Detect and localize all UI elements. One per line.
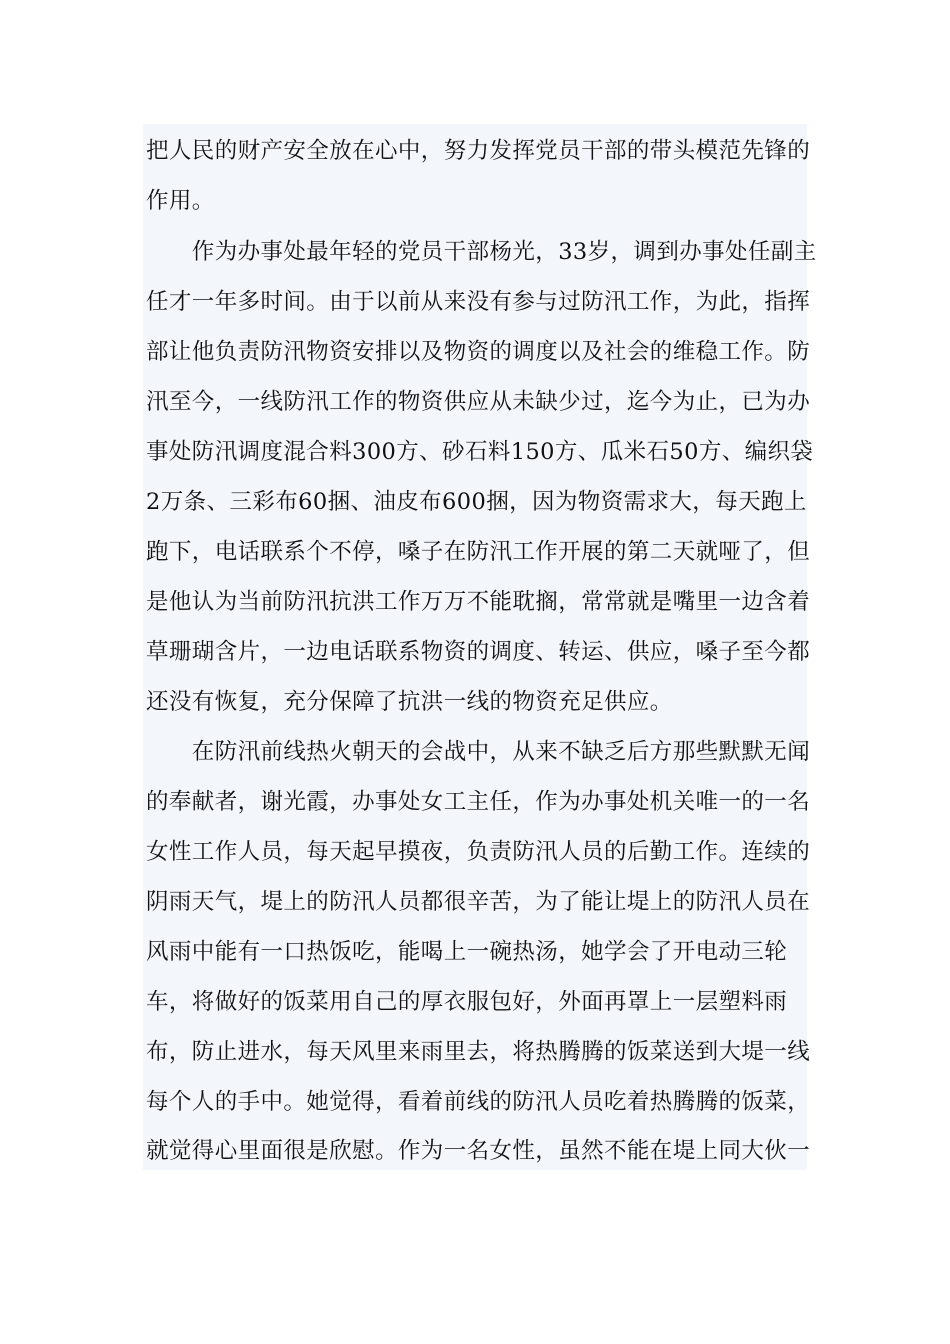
text-line: 草珊瑚含片，一边电话联系物资的调度、转运、供应，嗓子至今都 bbox=[146, 639, 811, 665]
text-line: 车，将做好的饭菜用自己的厚衣服包好，外面再罩上一层塑料雨 bbox=[146, 989, 788, 1015]
text-line: 还没有恢复，充分保障了抗洪一线的物资充足供应。 bbox=[146, 689, 673, 715]
text-line: 任才一年多时间。由于以前从来没有参与过防汛工作，为此，指挥 bbox=[146, 289, 811, 315]
text-line: 阴雨天气，堤上的防汛人员都很辛苦，为了能让堤上的防汛人员在 bbox=[146, 889, 811, 915]
text-line: 2万条、三彩布60捆、油皮布600捆，因为物资需求大，每天跑上 bbox=[146, 489, 807, 515]
text-line: 作用。 bbox=[146, 188, 215, 214]
text-line: 的奉献者，谢光霞，办事处女工主任，作为办事处机关唯一的一名 bbox=[146, 789, 811, 815]
text-line: 把人民的财产安全放在心中，努力发挥党员干部的带头模范先锋的 bbox=[146, 138, 811, 164]
text-line: 每个人的手中。她觉得，看着前线的防汛人员吃着热腾腾的饭菜， bbox=[146, 1089, 811, 1115]
text-line: 布，防止进水，每天风里来雨里去，将热腾腾的饭菜送到大堤一线 bbox=[146, 1039, 811, 1065]
text-line: 是他认为当前防汛抗洪工作万万不能耽搁，常常就是嘴里一边含着 bbox=[146, 589, 811, 615]
text-line: 汛至今，一线防汛工作的物资供应从未缺少过，迄今为止，已为办 bbox=[146, 389, 811, 415]
text-line: 作为办事处最年轻的党员干部杨光，33岁，调到办事处任副主 bbox=[146, 239, 817, 265]
text-line: 在防汛前线热火朝天的会战中，从来不缺乏后方那些默默无闻 bbox=[146, 739, 811, 765]
text-line: 部让他负责防汛物资安排以及物资的调度以及社会的维稳工作。防 bbox=[146, 339, 811, 365]
text-line: 风雨中能有一口热饭吃，能喝上一碗热汤，她学会了开电动三轮 bbox=[146, 939, 788, 965]
text-line: 就觉得心里面很是欣慰。作为一名女性，虽然不能在堤上同大伙一 bbox=[146, 1138, 811, 1164]
text-line: 跑下，电话联系个不停，嗓子在防汛工作开展的第二天就哑了，但 bbox=[146, 539, 811, 565]
text-line: 事处防汛调度混合料300方、砂石料150方、瓜米石50方、编织袋 bbox=[146, 439, 814, 465]
text-line: 女性工作人员，每天起早摸夜，负责防汛人员的后勤工作。连续的 bbox=[146, 839, 811, 865]
